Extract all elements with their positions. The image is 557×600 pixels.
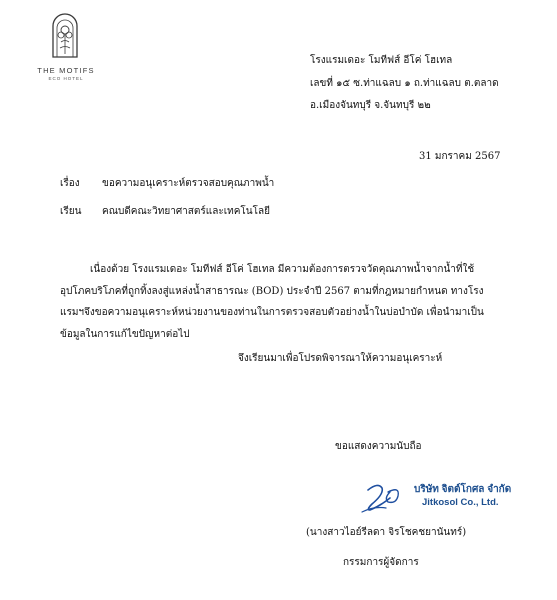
hotel-logo-icon	[50, 12, 80, 58]
body-paragraph-text: เนื่องด้วย โรงแรมเดอะ โมทีฟส์ อีโค่ โฮเทล มีความต้องการตรวจวัดคุณภาพน้ำจากน้ำที่ใช้อุปโภคบริโภคที่ถูกทิ้งลงสู่แหล่งน้ำสาธารณะ (BOD) ประจำปี 2567 ตามที่กฎหมายกำหนด ทางโรงแรมฯจึงขอความอนุเคราะห์หน่วยงานของท่านในการตรวจสอบตัวอย่างน้ำในบ่อบำบัด เพื่อนำมาเป็นข้อมูลในการแก้ไขปัญหาต่อไป	[60, 264, 484, 340]
brand-name: THE MOTIFS	[37, 66, 95, 75]
recipient-label: เรียน	[60, 206, 82, 217]
sender-address-line3: อ.เมืองจันทบุรี จ.จันทบุรี ๒๒	[310, 100, 431, 111]
sender-address-line1: โรงแรมเดอะ โมทีฟส์ อีโค่ โฮเทล	[310, 55, 453, 66]
sender-address-line2: เลขที่ ๑๕ ซ.ท่าแฉลบ ๑ ถ.ท่าแฉลบ ต.ตลาด	[310, 78, 499, 89]
subject-text: ขอความอนุเคราะห์ตรวจสอบคุณภาพน้ำ	[102, 178, 275, 189]
company-stamp-thai: บริษัท จิตต์โกศล จำกัด	[414, 484, 512, 495]
closing-request: จึงเรียนมาเพื่อโปรดพิจารณาให้ความอนุเคราะห์	[238, 353, 443, 364]
signatory-position: กรรมการผู้จัดการ	[343, 557, 419, 568]
body-paragraph	[60, 259, 500, 345]
closing-salutation: ขอแสดงความนับถือ	[335, 441, 422, 452]
subject-label: เรื่อง	[60, 178, 80, 189]
recipient-text: คณบดีคณะวิทยาศาสตร์และเทคโนโลยี	[102, 206, 270, 217]
company-stamp-english: Jitkosol Co., Ltd.	[422, 497, 499, 508]
letter-date: 31 มกราคม 2567	[419, 151, 501, 162]
brand-subtitle: ECO HOTEL	[48, 76, 84, 81]
signature-icon	[360, 480, 420, 516]
signatory-name: (นางสาวไอย์รีลดา จิรโชคชยานันทร์)	[306, 527, 467, 538]
